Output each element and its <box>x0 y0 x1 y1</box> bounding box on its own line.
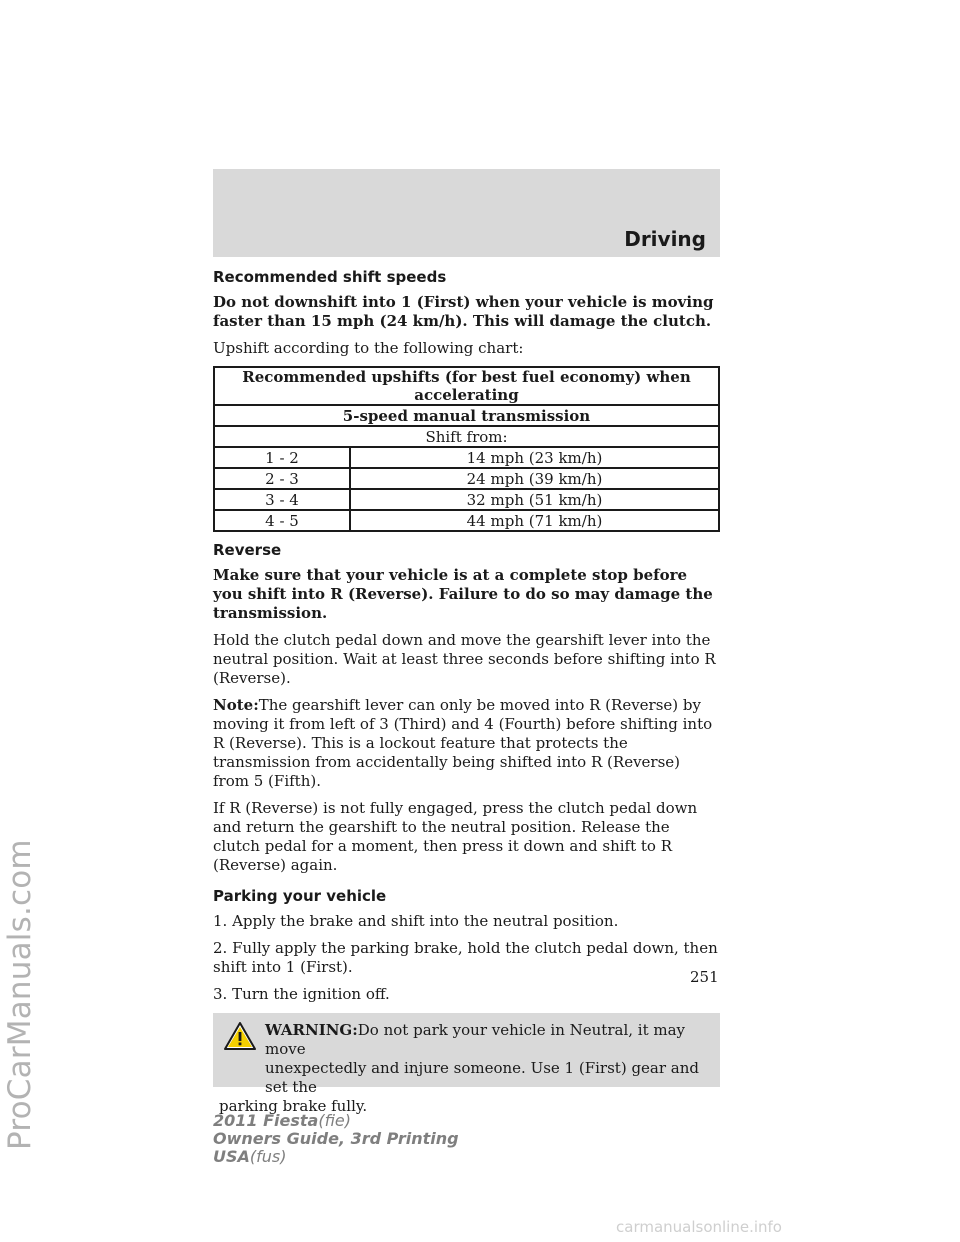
warning-text-1: Do not park your vehicle in Neutral, it may move <box>265 1021 686 1058</box>
warning-line-1 <box>219 1021 712 1059</box>
table-row <box>214 447 719 468</box>
gear-cell: 4 - 5 <box>214 510 350 531</box>
warning-line-3: parking brake fully. <box>219 1097 368 1115</box>
site-watermark: carmanualsonline.info <box>616 1218 782 1236</box>
parking-step-3: 3. Turn the ignition off. <box>213 985 390 1003</box>
reverse-note <box>213 696 720 791</box>
speed-cell: 14 mph (23 km/h) <box>350 447 719 468</box>
note-label: Note: <box>213 696 259 714</box>
footer <box>213 1112 459 1166</box>
upshift-table <box>213 366 720 532</box>
note-text: The gearshift lever can only be moved into R (Reverse) by moving it from left of 3 (Third) and 4 (Fourth) before shifting into R (Reverse). This is a lockout feature that protects the transmission from accidentally being shifted into R (Reverse) from 5 (Fifth). <box>213 696 713 790</box>
reverse-paragraph-1: Hold the clutch pedal down and move the gearshift lever into the neutral position. Wait at least three seconds before shifting into R (Reverse). <box>213 631 716 687</box>
table-subtitle: 5-speed manual transmission <box>214 405 719 426</box>
speed-cell: 44 mph (71 km/h) <box>350 510 719 531</box>
footer-guide: Owners Guide, 3rd Printing <box>213 1129 459 1148</box>
table-title: Recommended upshifts (for best fuel economy) when accelerating <box>214 367 719 405</box>
table-row <box>214 468 719 489</box>
parking-heading: Parking your vehicle <box>213 887 387 905</box>
footer-market: USA <box>213 1147 250 1166</box>
section-title: Driving <box>624 227 706 251</box>
footer-line-3 <box>213 1148 459 1166</box>
warning-label: WARNING: <box>265 1021 358 1039</box>
gear-cell: 2 - 3 <box>214 468 350 489</box>
side-watermark: ProCarManuals.com <box>2 839 38 1150</box>
upshift-intro: Upshift according to the following chart: <box>213 339 524 357</box>
parking-step-1: 1. Apply the brake and shift into the neutral position. <box>213 912 619 930</box>
shift-speeds-heading: Recommended shift speeds <box>213 268 447 286</box>
table-shift-from: Shift from: <box>214 426 719 447</box>
speed-cell: 32 mph (51 km/h) <box>350 489 719 510</box>
footer-model-code: (fie) <box>318 1111 352 1130</box>
gear-cell: 3 - 4 <box>214 489 350 510</box>
table-title-row <box>214 367 719 405</box>
reverse-heading: Reverse <box>213 541 282 559</box>
section-header <box>213 169 720 257</box>
page-content <box>213 268 720 1115</box>
reverse-paragraph-2: If R (Reverse) is not fully engaged, press the clutch pedal down and return the gearshift to the neutral position. Release the clutch pedal for a moment, then press it down and shift to R (Reverse) again. <box>213 799 698 874</box>
footer-model: 2011 Fiesta <box>213 1111 319 1130</box>
footer-market-code: (fus) <box>249 1147 287 1166</box>
footer-line-1 <box>213 1112 459 1130</box>
table-row <box>214 510 719 531</box>
table-subtitle-row <box>214 405 719 426</box>
table-row <box>214 489 719 510</box>
speed-cell: 24 mph (39 km/h) <box>350 468 719 489</box>
reverse-warning: Make sure that your vehicle is at a complete stop before you shift into R (Reverse). Failure to do so may damage the transmission. <box>213 566 713 622</box>
downshift-warning: Do not downshift into 1 (First) when your vehicle is moving faster than 15 mph (24 km/h). This will damage the clutch. <box>213 293 714 330</box>
parking-step-2: 2. Fully apply the parking brake, hold the clutch pedal down, then shift into 1 (First). <box>213 939 718 976</box>
warning-box <box>213 1013 720 1115</box>
warning-line-2: unexpectedly and injure someone. Use 1 (First) gear and set the <box>265 1059 700 1096</box>
page-number: 251 <box>690 968 719 986</box>
gear-cell: 1 - 2 <box>214 447 350 468</box>
warning-triangle-icon <box>223 1021 257 1051</box>
table-shift-from-row <box>214 426 719 447</box>
